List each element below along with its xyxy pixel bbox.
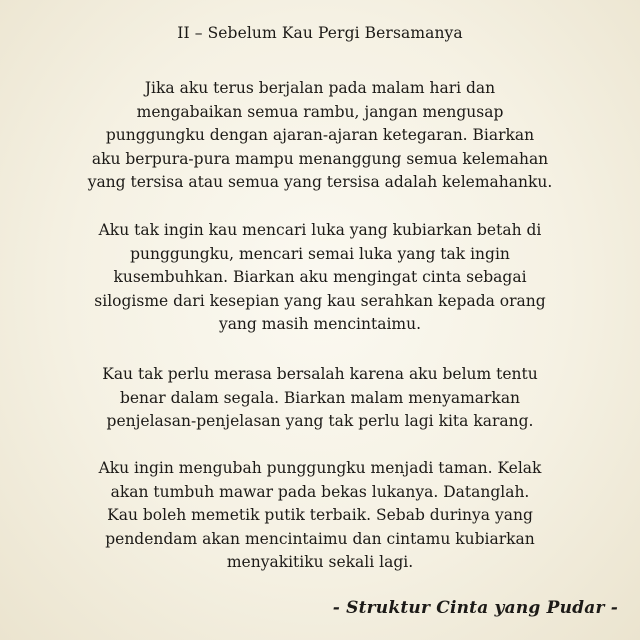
- poem-line: punggungku dengan ajaran-ajaran ketegaran. Biarkan: [105, 126, 535, 145]
- poem-line: punggungku, mencari semai luka yang tak ingin: [130, 244, 510, 263]
- poem-line: Kau tak perlu merasa bersalah karena aku belum tentu: [102, 365, 538, 383]
- poem-line: yang masih mencintaimu.: [218, 315, 422, 334]
- poem-line: kusembuhkan. Biarkan aku mengingat cinta sebagai: [113, 268, 527, 287]
- poem-line: Kau boleh memetik putik terbaik. Sebab durinya yang: [107, 506, 533, 525]
- poem-title: II – Sebelum Kau Pergi Bersamanya: [177, 24, 463, 42]
- poem-line: mengabaikan semua rambu, jangan mengusap: [136, 102, 504, 121]
- poem-line: yang tersisa atau semua yang tersisa adalah kelemahanku.: [87, 173, 553, 192]
- poem-line: silogisme dari kesepian yang kau serahkan kepada orang: [94, 291, 546, 310]
- poem-line: pendendam akan mencintaimu dan cintamu kubiarkan: [105, 529, 535, 548]
- poem-line: benar dalam segala. Biarkan malam menyamarkan: [119, 388, 521, 407]
- stanza-3: [20, 363, 620, 434]
- poem-line: penjelasan-penjelasan yang tak perlu lagi kita karang.: [106, 412, 534, 431]
- poem-line: aku berpura-pura mampu menanggung semua kelemahan: [91, 149, 549, 168]
- poem-line: akan tumbuh mawar pada bekas lukanya. Datanglah.: [110, 482, 530, 501]
- poem-line: menyakitiku sekali lagi.: [226, 553, 414, 572]
- poem-line: Aku ingin mengubah punggungku menjadi taman. Kelak: [98, 459, 542, 477]
- stanza-4: [20, 457, 620, 575]
- signature: - Struktur Cinta yang Pudar -: [332, 598, 618, 618]
- poem-line: Jika aku terus berjalan pada malam hari dan: [144, 79, 496, 97]
- stanza-2: [20, 219, 620, 337]
- stanza-1: [20, 77, 620, 195]
- poem-line: Aku tak ingin kau mencari luka yang kubiarkan betah di: [98, 221, 542, 239]
